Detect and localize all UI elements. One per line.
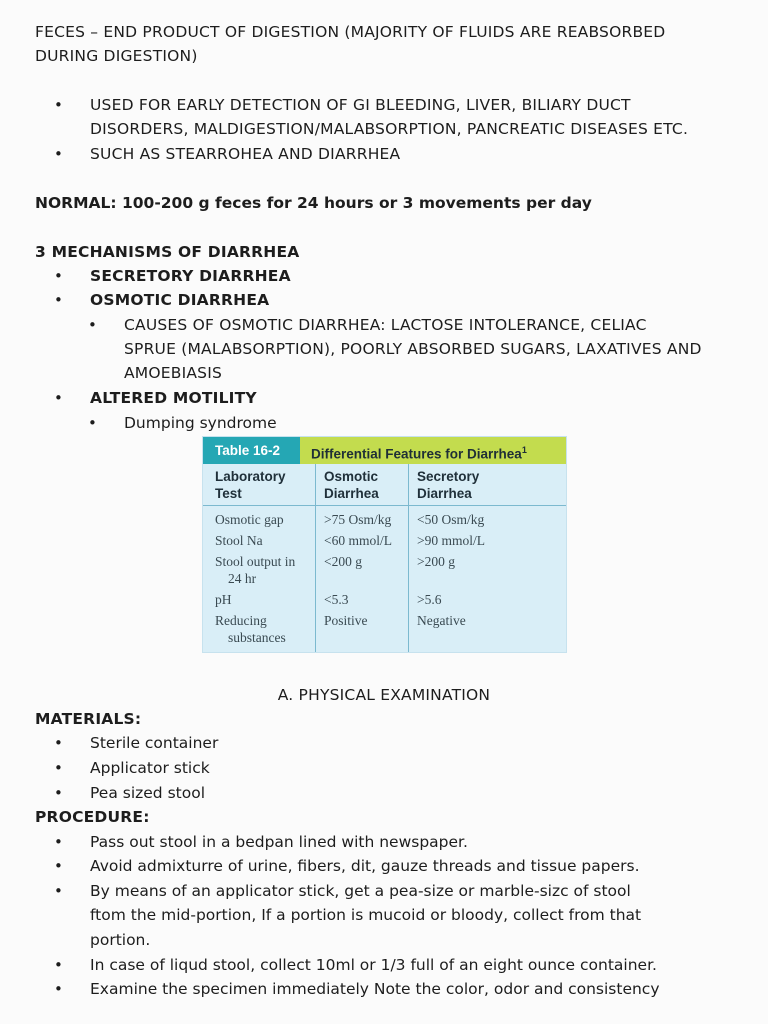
intro-line-1: FECES – END PRODUCT OF DIGESTION (MAJORITY OF FLUIDS ARE REABSORBED xyxy=(35,23,666,41)
bullet: • xyxy=(54,882,63,900)
cell-secretory: Negative xyxy=(417,613,466,628)
col-head-test-1: Laboratory xyxy=(215,469,286,484)
cell-test: 24 hr xyxy=(228,571,257,586)
osmotic-causes-line-1: CAUSES OF OSMOTIC DIARRHEA: LACTOSE INTOLERANCE, CELIAC xyxy=(124,316,647,334)
col-head-test xyxy=(215,468,286,502)
col-head-osmotic-1: Osmotic xyxy=(324,469,379,484)
materials-label: MATERIALS: xyxy=(35,710,142,728)
procedure-step: Avoid admixturre of urine, fibers, dit, gauze threads and tissue papers. xyxy=(90,857,640,875)
mechanisms-title: 3 MECHANISMS OF DIARRHEA xyxy=(35,243,300,261)
table-number: Table 16-2 xyxy=(203,437,300,464)
cell-test: substances xyxy=(228,630,286,645)
col-head-osmotic xyxy=(324,468,379,502)
cell-test: Reducing xyxy=(215,613,267,628)
procedure-step: By means of an applicator stick, get a pea-size or marble-sizc of stool xyxy=(90,882,631,900)
cell-osmotic: Positive xyxy=(324,613,368,628)
cell-secretory: >5.6 xyxy=(417,592,442,607)
bullet: • xyxy=(54,291,63,309)
table-caption xyxy=(311,437,527,468)
section-title: A. PHYSICAL EXAMINATION xyxy=(277,686,491,704)
cell-osmotic: <200 g xyxy=(324,554,362,569)
bullet: • xyxy=(54,833,63,851)
sub-bullet: • xyxy=(88,316,97,334)
bullet: • xyxy=(54,759,63,777)
bullet: • xyxy=(54,734,63,752)
col-head-osmotic-2: Diarrhea xyxy=(324,486,379,501)
col-head-secretory-1: Secretory xyxy=(417,469,480,484)
cell-secretory: >200 g xyxy=(417,554,455,569)
bullet: • xyxy=(54,267,63,285)
table-divider xyxy=(408,464,409,652)
table-caption-sup: 1 xyxy=(521,445,527,455)
col-head-secretory-2: Diarrhea xyxy=(417,486,472,501)
use-item-1-line-1: USED FOR EARLY DETECTION OF GI BLEEDING, LIVER, BILIARY DUCT xyxy=(90,96,631,114)
table-caption-text: Differential Features for Diarrhea xyxy=(311,446,522,462)
bullet: • xyxy=(54,857,63,875)
procedure-step: Examine the specimen immediately Note the color, odor and consistency xyxy=(90,980,660,998)
col-head-test-2: Test xyxy=(215,486,242,501)
osmotic-causes-line-3: AMOEBIASIS xyxy=(124,364,223,382)
mechanism-osmotic: OSMOTIC DIARRHEA xyxy=(90,291,270,309)
dumping-syndrome: Dumping syndrome xyxy=(124,414,277,432)
table-header-rule xyxy=(203,505,566,506)
cell-test: Stool Na xyxy=(215,533,263,548)
use-item-1-line-2: DISORDERS, MALDIGESTION/MALABSORPTION, PANCREATIC DISEASES ETC. xyxy=(90,120,689,138)
cell-secretory: <50 Osm/kg xyxy=(417,512,485,527)
material-item: Sterile container xyxy=(90,734,219,752)
bullet: • xyxy=(54,96,63,114)
cell-test: Stool output in xyxy=(215,554,296,569)
use-item-2: SUCH AS STEARROHEA AND DIARRHEA xyxy=(90,145,401,163)
procedure-step-cont: ftom the mid-portion, If a portion is mucoid or bloody, collect from that xyxy=(90,906,642,924)
mechanism-motility: ALTERED MOTILITY xyxy=(90,389,257,407)
normal-statement: NORMAL: 100-200 g feces for 24 hours or 3 movements per day xyxy=(35,194,592,212)
cell-osmotic: >75 Osm/kg xyxy=(324,512,392,527)
procedure-label: PROCEDURE: xyxy=(35,808,150,826)
table-divider xyxy=(315,464,316,652)
bullet: • xyxy=(54,956,63,974)
cell-osmotic: <5.3 xyxy=(324,592,349,607)
bullet: • xyxy=(54,145,63,163)
col-head-secretory xyxy=(417,468,479,502)
procedure-step: In case of liqud stool, collect 10ml or 1/3 full of an eight ounce container. xyxy=(90,956,657,974)
osmotic-causes-line-2: SPRUE (MALABSORPTION), POORLY ABSORBED SUGARS, LAXATIVES AND xyxy=(124,340,702,358)
bullet: • xyxy=(54,980,63,998)
bullet: • xyxy=(54,784,63,802)
diarrhea-table xyxy=(202,436,567,653)
bullet: • xyxy=(54,389,63,407)
intro-line-2: DURING DIGESTION) xyxy=(35,47,198,65)
procedure-step: Pass out stool in a bedpan lined with newspaper. xyxy=(90,833,468,851)
material-item: Applicator stick xyxy=(90,759,210,777)
cell-test: Osmotic gap xyxy=(215,512,284,527)
sub-bullet: • xyxy=(88,414,97,432)
procedure-step-cont: portion. xyxy=(90,931,151,949)
cell-test: pH xyxy=(215,592,232,607)
material-item: Pea sized stool xyxy=(90,784,206,802)
mechanism-secretory: SECRETORY DIARRHEA xyxy=(90,267,291,285)
cell-osmotic: <60 mmol/L xyxy=(324,533,392,548)
cell-secretory: >90 mmol/L xyxy=(417,533,485,548)
